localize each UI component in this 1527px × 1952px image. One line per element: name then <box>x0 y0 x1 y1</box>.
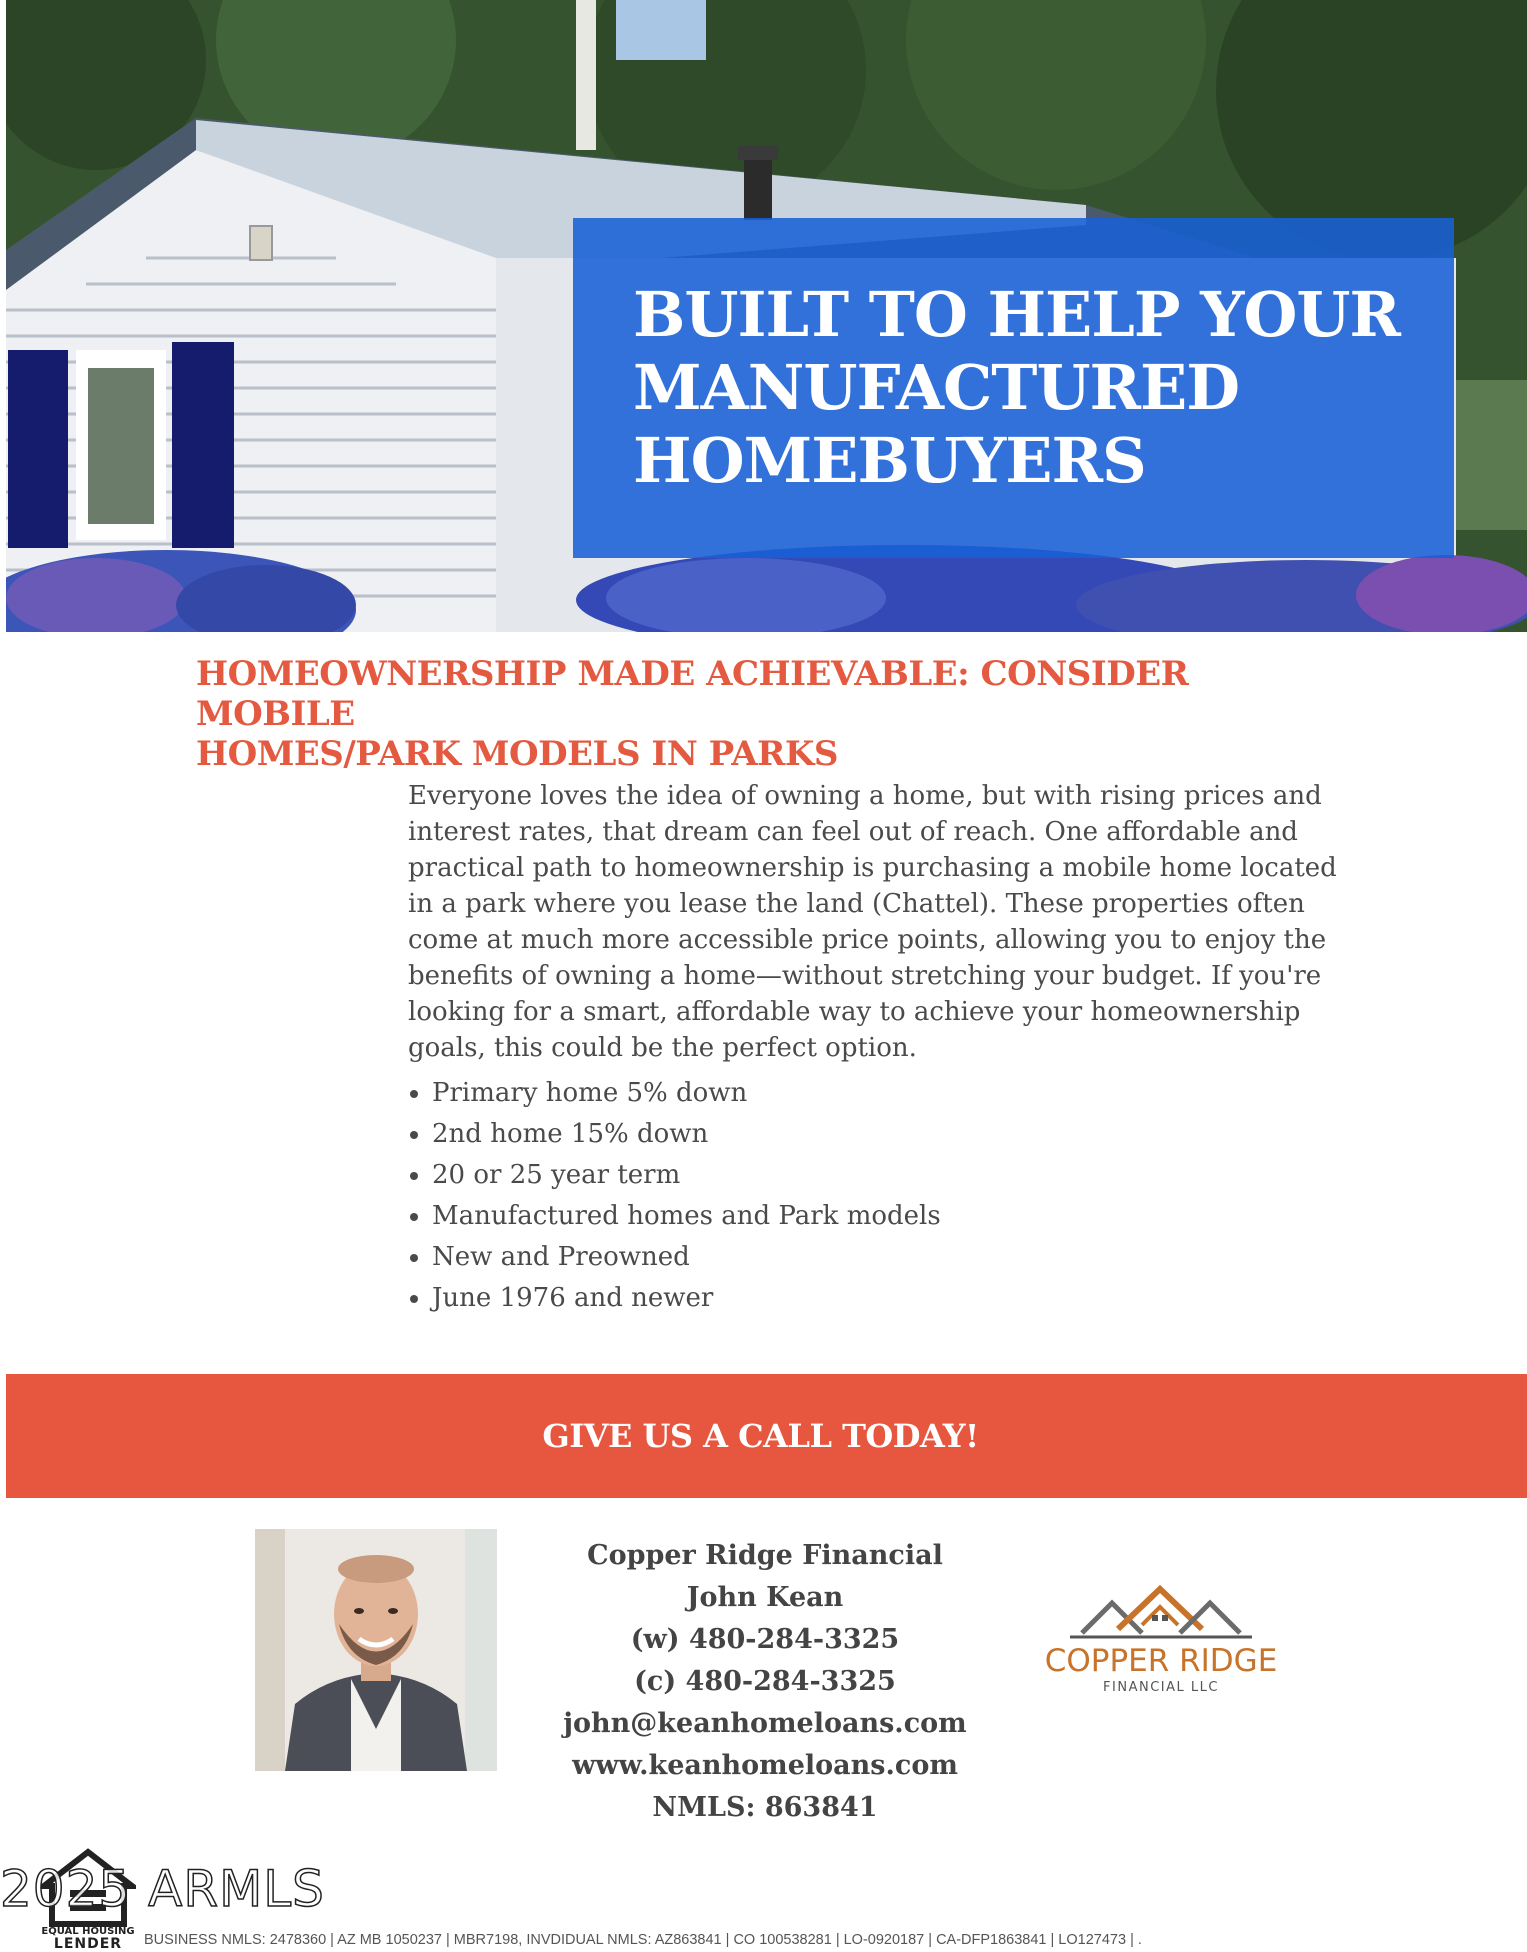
bullet-icon <box>410 1172 418 1180</box>
company-logo <box>1030 1585 1290 1695</box>
bullet-icon <box>410 1295 418 1303</box>
email-link[interactable]: john@keanhomeloans.com <box>563 1708 967 1739</box>
logo-subtitle: FINANCIAL LLC <box>1103 1680 1219 1695</box>
company-name: Copper Ridge Financial <box>587 1540 943 1571</box>
work-phone[interactable]: (w) 480-284-3325 <box>630 1624 900 1655</box>
hero-title-box <box>573 218 1454 558</box>
ehl-line1: EQUAL HOUSING <box>41 1926 135 1937</box>
logo-wordmark: COPPER RIDGE <box>1044 1643 1278 1679</box>
bullet-icon <box>410 1254 418 1262</box>
hero-image <box>6 0 1527 632</box>
list-item: Primary home 5% down <box>408 1073 1308 1114</box>
list-item: New and Preowned <box>408 1237 1308 1278</box>
agent-portrait <box>255 1529 497 1771</box>
agent-name: John Kean <box>686 1582 844 1613</box>
bullet-icon <box>410 1131 418 1139</box>
contact-info <box>545 1535 985 1829</box>
agent-photo <box>255 1529 497 1771</box>
list-item: 20 or 25 year term <box>408 1155 1308 1196</box>
call-to-action-text: GIVE US A CALL TODAY! <box>542 1417 979 1455</box>
list-item: Manufactured homes and Park models <box>408 1196 1308 1237</box>
licensing-disclaimer: BUSINESS NMLS: 2478360 | AZ MB 1050237 | MBR7198, INVDIDUAL NMLS: AZ863841 | CO 100538281 | LO-0920187 | CA-DFP1863841 | LO127473 | . <box>144 1932 1142 1948</box>
list-item: 2nd home 15% down <box>408 1114 1308 1155</box>
feature-list <box>408 1073 1308 1319</box>
list-item: June 1976 and newer <box>408 1278 1308 1319</box>
cell-phone[interactable]: (c) 480-284-3325 <box>634 1666 896 1697</box>
copyright-watermark: 2025 ARMLS <box>0 1860 325 1918</box>
website-link[interactable]: www.keanhomeloans.com <box>572 1750 958 1781</box>
bullet-icon <box>410 1090 418 1098</box>
hero-title: BUILT TO HELP YOUR MANUFACTURED HOMEBUYERS <box>633 278 1400 497</box>
ehl-line2: LENDER <box>53 1936 123 1952</box>
call-to-action-banner <box>6 1374 1527 1498</box>
bullet-icon <box>410 1213 418 1221</box>
roofline-icon <box>1030 1585 1290 1645</box>
section-headline: HOMEOWNERSHIP MADE ACHIEVABLE: CONSIDER MOBILE HOMES/PARK MODELS IN PARKS <box>196 654 1189 774</box>
nmls-number: NMLS: 863841 <box>652 1792 878 1823</box>
body-paragraph: Everyone loves the idea of owning a home, but with rising prices and interest rates, that dream can feel out of reach. One affordable and practical path to homeownership is purchasing a mobile home located in a park where you lease the land (Chattel). These properties often come at much more accessible price points, allowing you to enjoy the benefits of owning a home—without stretching your budget. If you're looking for a smart, affordable way to achieve your homeownership goals, this could be the perfect option. <box>408 781 1337 1063</box>
